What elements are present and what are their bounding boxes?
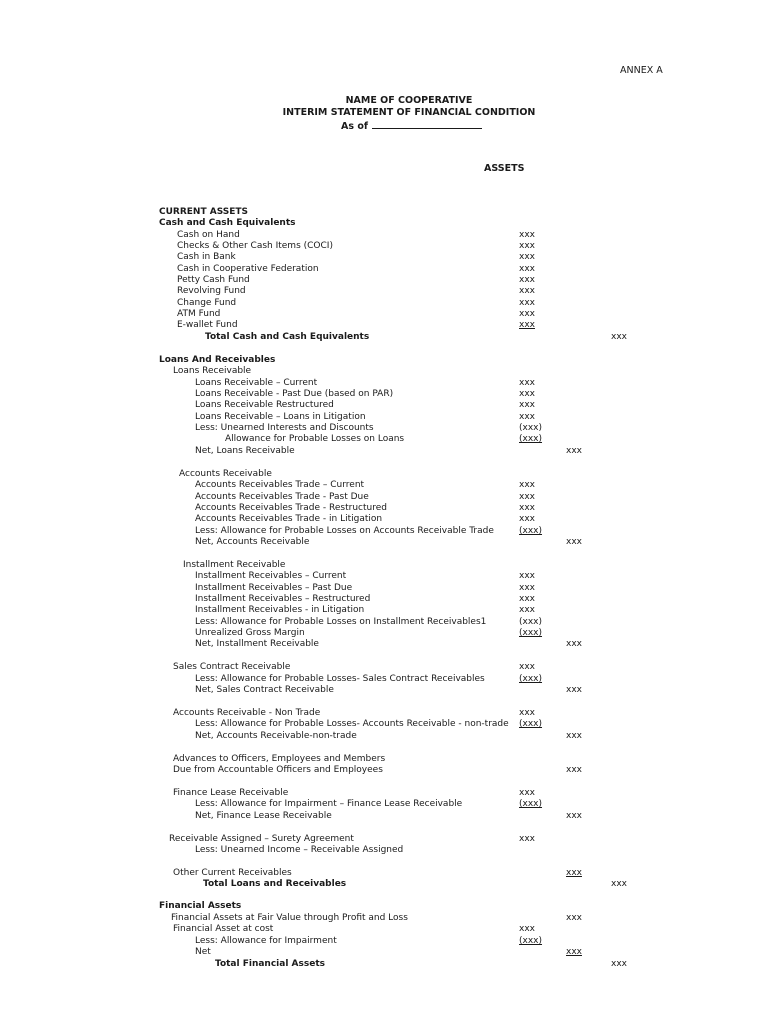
line-label: Less: Allowance for Probable Losses on Accounts Receivable Trade — [195, 526, 494, 536]
amount-c1: xxx — [519, 389, 535, 399]
line-label: Cash on Hand — [177, 230, 240, 240]
amount-c2: xxx — [566, 537, 582, 547]
amount-c1: (xxx) — [519, 628, 543, 638]
line-label: Net, Accounts Receivable-non-trade — [195, 731, 357, 741]
amount-c1: (xxx) — [519, 526, 543, 536]
amount-c1: xxx — [519, 241, 535, 251]
line-label: Installment Receivables - in Litigation — [195, 605, 365, 615]
amount-c1: xxx — [519, 662, 535, 672]
line-label: Less: Unearned Interests and Discounts — [195, 423, 374, 433]
amount-c1: xxx — [519, 378, 535, 388]
amount-c1: xxx — [519, 571, 535, 581]
line-label: Accounts Receivable — [179, 469, 272, 479]
line-label: Due from Accountable Officers and Employees — [173, 765, 383, 775]
assets-heading: ASSETS — [484, 163, 525, 174]
amount-c1: xxx — [519, 309, 535, 319]
line-label: Receivable Assigned – Surety Agreement — [169, 834, 354, 844]
line-label: Net, Installment Receivable — [195, 639, 319, 649]
as-of-line — [341, 120, 482, 132]
amount-c1: xxx — [519, 264, 535, 274]
line-label: Net — [195, 947, 211, 957]
line-label: Accounts Receivables Trade – Current — [195, 480, 365, 490]
line-label: E-wallet Fund — [177, 320, 238, 330]
amount-c1: (xxx) — [519, 617, 543, 627]
line-label: Less: Allowance for Probable Losses on Installment Receivables1 — [195, 617, 487, 627]
line-label: Revolving Fund — [177, 286, 246, 296]
amount-c3: xxx — [611, 332, 627, 342]
line-label: Total Financial Assets — [215, 959, 325, 969]
amount-c1: (xxx) — [519, 674, 543, 684]
line-label: Net, Loans Receivable — [195, 446, 295, 456]
line-label: Less: Unearned Income – Receivable Assigned — [195, 845, 404, 855]
line-label: Financial Assets — [159, 901, 242, 911]
line-label: ATM Fund — [177, 309, 221, 319]
line-label: CURRENT ASSETS — [159, 207, 249, 217]
amount-c2: xxx — [566, 913, 582, 923]
line-label: Accounts Receivables Trade - in Litigation — [195, 514, 383, 524]
statement-title: INTERIM STATEMENT OF FINANCIAL CONDITION — [282, 107, 536, 118]
line-label: Finance Lease Receivable — [173, 788, 289, 798]
amount-c1: xxx — [519, 286, 535, 296]
amount-c1: xxx — [519, 924, 535, 934]
amount-c1: (xxx) — [519, 719, 543, 729]
amount-c1: xxx — [519, 480, 535, 490]
amount-c1: (xxx) — [519, 936, 543, 946]
amount-c3: xxx — [611, 959, 627, 969]
amount-c2: xxx — [566, 639, 582, 649]
amount-c1: xxx — [519, 230, 535, 240]
line-label: Net, Accounts Receivable — [195, 537, 310, 547]
amount-c1: (xxx) — [519, 423, 543, 433]
amount-c2: xxx — [566, 446, 582, 456]
line-label: Loans Receivable Restructured — [195, 400, 334, 410]
line-label: Loans Receivable — [173, 366, 252, 376]
as-of-label: As of — [341, 121, 368, 132]
amount-c1: xxx — [519, 708, 535, 718]
amount-c1: xxx — [519, 583, 535, 593]
amount-c2: xxx — [566, 868, 582, 878]
line-label: Installment Receivable — [183, 560, 286, 570]
line-label: Accounts Receivable - Non Trade — [173, 708, 321, 718]
line-label: Total Loans and Receivables — [203, 879, 347, 889]
line-label: Sales Contract Receivable — [173, 662, 291, 672]
line-label: Accounts Receivables Trade - Restructured — [195, 503, 387, 513]
amount-c2: xxx — [566, 685, 582, 695]
line-label: Less: Allowance for Impairment — [195, 936, 337, 946]
line-label: Less: Allowance for Probable Losses- Sales Contract Receivables — [195, 674, 485, 684]
cooperative-name: NAME OF COOPERATIVE — [345, 95, 473, 106]
line-label: Less: Allowance for Impairment – Finance Lease Receivable — [195, 799, 463, 809]
line-label: Installment Receivables – Restructured — [195, 594, 371, 604]
amount-c1: xxx — [519, 492, 535, 502]
amount-c1: xxx — [519, 252, 535, 262]
line-label: Allowance for Probable Losses on Loans — [225, 434, 405, 444]
line-label: Accounts Receivables Trade - Past Due — [195, 492, 369, 502]
line-label: Loans Receivable – Loans in Litigation — [195, 412, 366, 422]
line-label: Loans Receivable – Current — [195, 378, 318, 388]
amount-c1: xxx — [519, 298, 535, 308]
amount-c1: (xxx) — [519, 799, 543, 809]
amount-c1: xxx — [519, 788, 535, 798]
amount-c1: xxx — [519, 605, 535, 615]
amount-c1: xxx — [519, 320, 535, 330]
line-label: Checks & Other Cash Items (COCI) — [177, 241, 333, 251]
amount-c1: xxx — [519, 275, 535, 285]
amount-c2: xxx — [566, 731, 582, 741]
amount-c1: xxx — [519, 400, 535, 410]
line-label: Advances to Officers, Employees and Members — [173, 754, 386, 764]
amount-c1: xxx — [519, 834, 535, 844]
line-label: Net, Sales Contract Receivable — [195, 685, 334, 695]
amount-c2: xxx — [566, 947, 582, 957]
amount-c2: xxx — [566, 811, 582, 821]
line-label: Net, Finance Lease Receivable — [195, 811, 332, 821]
line-label: Total Cash and Cash Equivalents — [205, 332, 370, 342]
amount-c3: xxx — [611, 879, 627, 889]
line-label: Cash and Cash Equivalents — [159, 218, 296, 228]
line-label: Unrealized Gross Margin — [195, 628, 305, 638]
line-label: Financial Asset at cost — [173, 924, 274, 934]
line-label: Change Fund — [177, 298, 237, 308]
line-label: Installment Receivables – Current — [195, 571, 347, 581]
amount-c1: (xxx) — [519, 434, 543, 444]
amount-c1: xxx — [519, 514, 535, 524]
line-label: Installment Receivables – Past Due — [195, 583, 353, 593]
amount-c2: xxx — [566, 765, 582, 775]
line-label: Cash in Bank — [177, 252, 236, 262]
line-label: Petty Cash Fund — [177, 275, 250, 285]
amount-c1: xxx — [519, 594, 535, 604]
line-label: Financial Assets at Fair Value through Profit and Loss — [171, 913, 408, 923]
amount-c1: xxx — [519, 412, 535, 422]
amount-c1: xxx — [519, 503, 535, 513]
line-label: Less: Allowance for Probable Losses- Accounts Receivable - non-trade — [195, 719, 509, 729]
line-label: Other Current Receivables — [173, 868, 292, 878]
annex-label: ANNEX A — [620, 65, 663, 76]
line-label: Cash in Cooperative Federation — [177, 264, 319, 274]
as-of-blank — [372, 120, 482, 129]
line-label: Loans Receivable - Past Due (based on PAR) — [195, 389, 394, 399]
line-label: Loans And Receivables — [159, 355, 276, 365]
